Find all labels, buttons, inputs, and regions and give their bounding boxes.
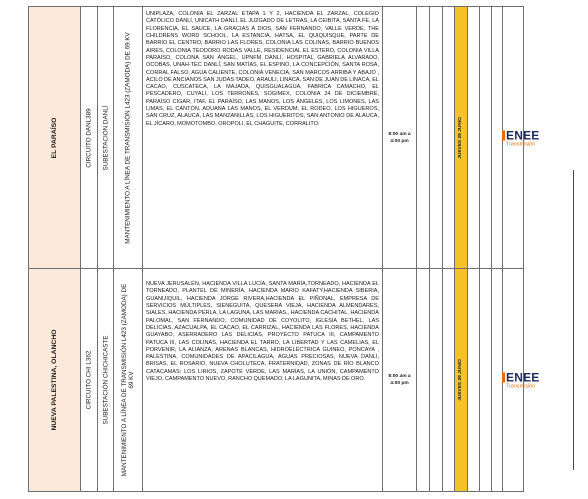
hora-inicio: 8:00 am a bbox=[388, 373, 411, 379]
zona-cell bbox=[29, 269, 81, 491]
sectores-text: NUEVA JERUSALÉN, HACIENDA VILLA LUCÍA, SANTA MARÍA,TORNEADO, HACIENDA EL TORNEADO, PLANTEL DE MINERÍA, HACIENDA MARIO KAFATY,HACIENDA SIBERIA, GUANIJIQUIL, HACIENDA JORGE RIVERA,HACIENDA EL PIÑONAL, EMPRESA DE SERVICIOS MÚLTIPLES, SIENEGUITA, QUESERA VIEJA, HACIENDA ALMENDARES, SIALES, HACIENDA PERLA, LA LAGUNA, LAS MARÍAS,, HACIENDA CACHITAL, HACIENDA PALOMAL, SAN FERNANDO, COMUNIDAD DE COYOLITO, IGLESIA BETHEL, LAS DELICIAS, AZACUALPA, EL CACAO, EL CARRIZAL, HACIENDA LAS FLORES, HACIENDA GUAYABO, ASERRADERO LAS DELICIAS, PROYECTO PATUCA III, CAMPAMENTO PATUCA III, LAS COLINAS, HACIENDA EL TARRO, LA LIBERTAD Y LAS CAMELIAS, EL PORVENIR, LA ALIANZA, ARENAS BLANCAS, HIDROELÉCTRICA GUINEO, PONCAYA , PALESTINA, COMUNIDADES DE APACILAGUA, AGUAS PRECIOSAS, NUEVA DANLÍ, BRISAS, EL ROSARIO, NUEVA CHOLUTECA, FRATERNIDAD, ZONAS DE RÍO BLANCO CATACAMAS: LOS LIRIOS, ZAPOTE VERDE, LAS MARÍAS, LA UNIÓN, CAMPAMENTO VIEJO, CAMPAMENTO NUEVO, RANCHO QUEMADO, LA LAGUNITA, MINAS DE ORO. bbox=[146, 281, 379, 383]
logo-accent-bar bbox=[502, 373, 505, 383]
blank-cell bbox=[417, 7, 430, 268]
circuito-cell bbox=[81, 269, 98, 491]
blank-cell bbox=[468, 7, 480, 268]
hora-fin: 4:00 pm bbox=[390, 138, 409, 144]
logo-cell bbox=[503, 269, 540, 491]
circuito-label: CIRCUITO DANL389 bbox=[85, 107, 93, 168]
subestacion-label: SUBESTACIÓN CHICHICASTE bbox=[101, 335, 109, 425]
hora-text bbox=[383, 373, 416, 387]
subestacion-cell bbox=[98, 7, 114, 268]
enee-logo bbox=[506, 371, 539, 390]
blank-cell bbox=[430, 269, 443, 491]
blank-cell bbox=[468, 269, 480, 491]
circuito-label: CIRCUITO CHI L362 bbox=[85, 350, 93, 410]
blank-cell bbox=[443, 269, 455, 491]
logo-accent-bar bbox=[502, 130, 505, 140]
zona-label: EL PARAÍSO bbox=[50, 117, 58, 158]
blank-cell bbox=[417, 269, 430, 491]
logo-word: ENEE bbox=[506, 128, 540, 142]
blank-cell bbox=[443, 7, 455, 268]
table-row bbox=[28, 6, 540, 269]
sectores-cell bbox=[143, 269, 383, 491]
circuito-cell bbox=[81, 7, 98, 268]
enee-logo bbox=[506, 128, 539, 147]
logo-subtitle: Transmisión bbox=[506, 141, 536, 147]
hora-cell bbox=[383, 7, 417, 268]
subestacion-cell bbox=[98, 269, 114, 491]
trabajo-cell bbox=[114, 269, 143, 491]
dia-cell bbox=[455, 269, 468, 491]
hora-cell bbox=[383, 269, 417, 491]
hora-fin: 4:00 pm bbox=[390, 381, 409, 386]
hora-text bbox=[383, 130, 416, 144]
dia-label: JUEVES 29 JUNIO bbox=[458, 359, 464, 401]
blank-cell bbox=[480, 269, 492, 491]
trabajo-cell bbox=[114, 7, 143, 268]
dia-cell bbox=[455, 7, 468, 268]
table-row bbox=[28, 268, 540, 492]
sectores-text: UNIPLAZA, COLONIA EL ZARZAL ETAPA 1 Y 2, HACIENDA EL ZARZAL, COLEGIO CATÓLICO DANLÍ, UNICATH DANLÍ, EL JUZGADO DE LETRAS, LA CEIBITA, SANTA FE, LA FLORENCIA, EL SAUCE, LA GRACIAS A DIOS, SAN FERNANDO, VALLE VERDE, THE CHILDRENS WORD SCHOOL, LA ESTANCIA, HATSA, EL QUIQUISQUE, PARTE DE BARRIO EL CENTRO, BARRIO LAS FLORES, COLONIA LAS COLINAS, BARRIO BUENOS AIRES, COLONIA TEODORO RODAS VALLE, RESIDENCIAL EL ESTERO, COLONIA VILLA PARAÍSO, COLONA SAN ÁNGEL, UPNFM DANLÍ, HOSPITAL GABRIELA ALVARADO, OCOBAS, UNAH-TEC DANLÍ, SAN MATÍAS, EL ESPINO, LA CONCEPCIÓN, SANTA ROSA, CORRAL FALSO, AGUA CALIENTE, COLONIA VENECIA, SAN MARCOS ARRIBA Y ABAJO , ACILO DE ANCIANOS SAN JUDAS TADEO, ARAULI, LINACA, SAN DE JUAN DE LINACA, EL CACAO, CUSCATECA, LA MAJADA, QUISGUALAGUA, FABRICA CAMACHO, EL PESCADERO, CUYALI, LOS TERRONES, SOGIMEX, COLONIA 24 DE DICIEMBRE, PARAÍSO CIGAR, ITAF, EL PARAÍSO, LAS MANOS, LOS ÁNGELES, LOS LIMONES, LAS LIMAS, EL CANTÓN, ADUANA LAS MANOS, EL VERDUM, EL RODEO, LOS HIGUEROS, SAN CRUZ, ALAUCA, LAS MANZANILLAS, LOS HIGUERITOS, SAN ANTONIO DE ALAUCA, EL JÍCARO, MOMOTOMBO, OROPOLI, EL CHAGUITE, CORRALITO. bbox=[146, 11, 379, 127]
zona-cell bbox=[29, 7, 81, 268]
hora-inicio: 8:00 am a bbox=[388, 131, 411, 137]
subestacion-label: SUBESTACIÓN DANLÍ bbox=[101, 105, 109, 170]
trabajo-label: MANTENIMIENTO A LÍNEA DE TRANSMISIÓN L423 (ZAMODA) DE 69 KV bbox=[120, 283, 135, 477]
sectores-cell bbox=[143, 7, 383, 268]
trabajo-label: MANTENIMIENTO A LÍNEA DE TRANSMISIÓN L423 (ZAMODA) DE 69 KV bbox=[124, 31, 132, 244]
zona-label: NUEVA PALESTINA, OLANCHO bbox=[50, 329, 58, 431]
outage-schedule-table bbox=[28, 6, 540, 492]
blank-cell bbox=[480, 7, 492, 268]
dia-label: JUEVES 29 JUNIO bbox=[458, 116, 464, 159]
logo-cell bbox=[503, 7, 540, 268]
page-edge-line bbox=[573, 170, 574, 470]
logo-subtitle: Transmisión bbox=[506, 383, 536, 390]
blank-cell bbox=[430, 7, 443, 268]
logo-word: ENEE bbox=[506, 370, 540, 385]
